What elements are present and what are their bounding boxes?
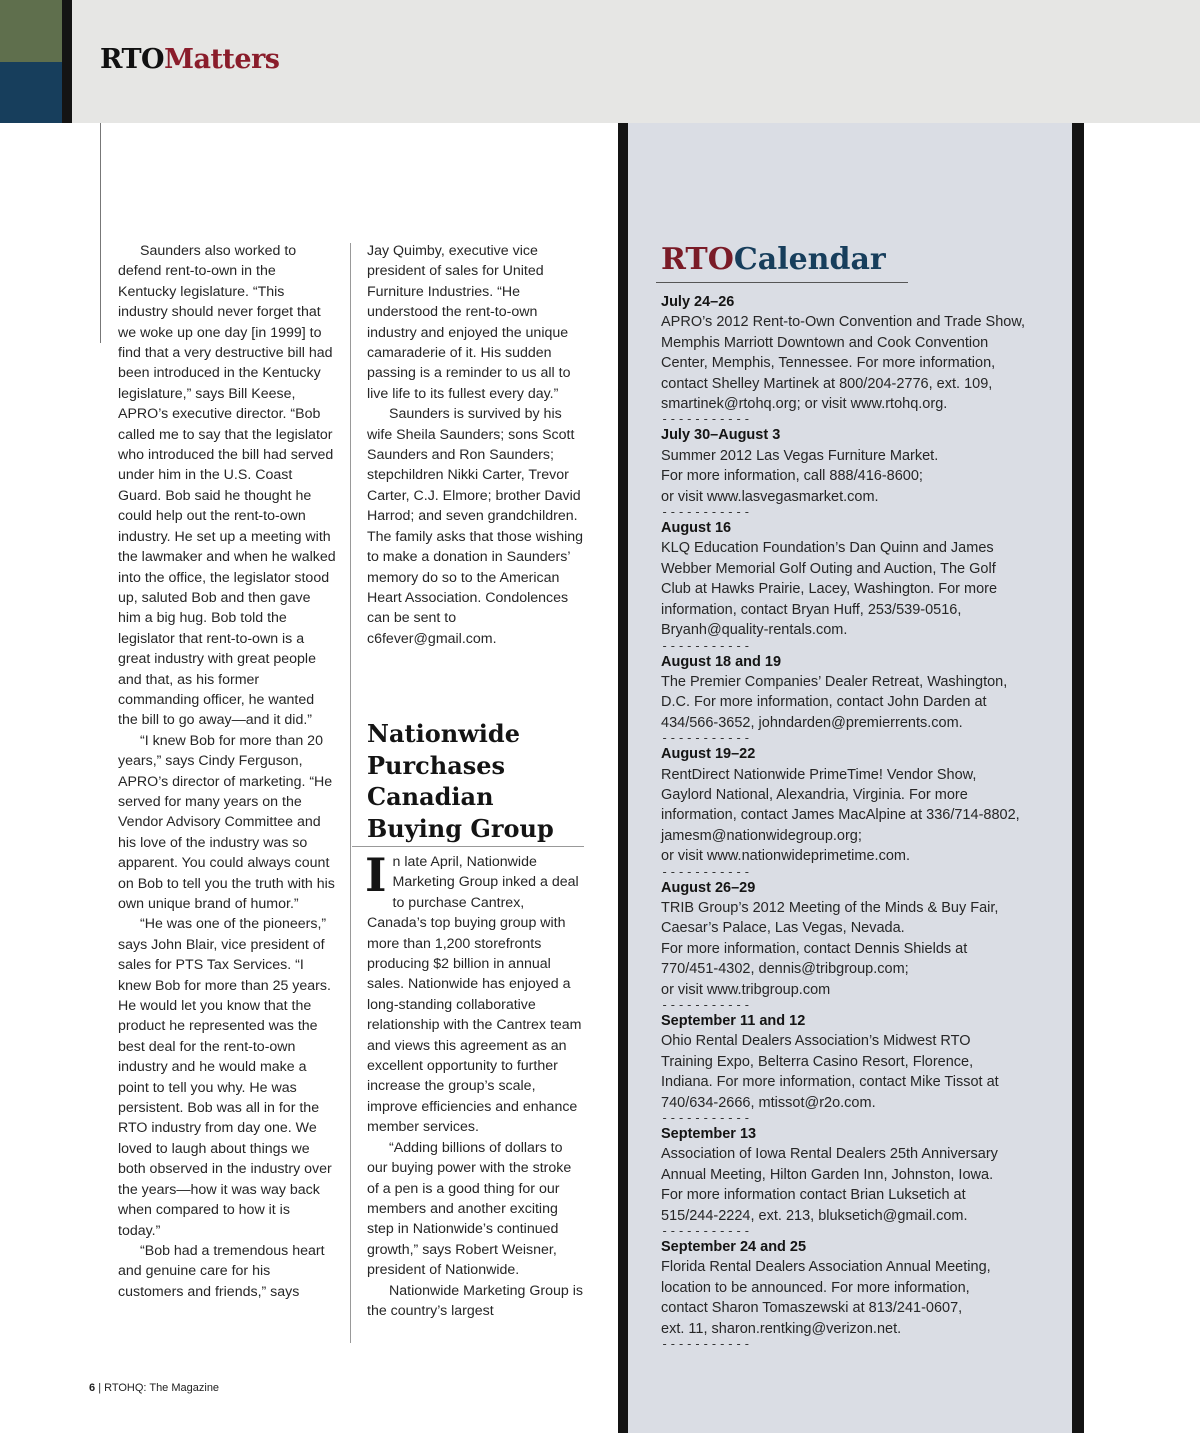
article-paragraph: “Adding billions of dollars to our buying power with the stroke of a pen is a good thing for our members and another exciting step in Nationwide’s continued growth,” says Robert Weisner, president of Nationwide. xyxy=(367,1139,572,1279)
event-date: August 19–22 xyxy=(661,746,756,763)
publication-name: RTOHQ: The Magazine xyxy=(104,1382,220,1394)
article-paragraph: “I knew Bob for more than 20 years,” says Cindy Ferguson, APRO’s director of marketing. “He served for many years on the Vendor Advisory Committee and his love of the industry was so apparent. You could always count on Bob to tell you the truth with his own unique brand of humor.” xyxy=(118,732,335,912)
article-paragraph: Jay Quimby, executive vice president of sales for United Furniture Industries. “He understood the rent-to-own industry and enjoyed the unique camaraderie of it. His sudden passing is a reminder to us all to live life to its fullest every day.” xyxy=(367,243,571,402)
event-text-line: 434/566-3652, johndarden@premierrents.com. xyxy=(661,714,963,731)
event-description xyxy=(661,446,1051,507)
event-text-line: Ohio Rental Dealers Association’s Midwest RTO xyxy=(661,1033,971,1050)
event-text-line: 515/244-2224, ext. 213, bluksetich@gmail.com. xyxy=(661,1207,968,1224)
calendar-events xyxy=(661,292,1051,1350)
event-separator: ----------- xyxy=(661,998,752,1012)
event-text-line: or visit www.tribgroup.com xyxy=(661,981,831,998)
section-title-matters: Matters xyxy=(164,44,280,75)
event-description xyxy=(661,1031,1051,1113)
event-text-line: KLQ Education Foundation’s Dan Quinn and James xyxy=(661,540,994,557)
event-description xyxy=(661,672,1051,733)
event-text-line: contact Sharon Tomaszewski at 813/241-0607, xyxy=(661,1300,963,1317)
page-footer xyxy=(89,1381,219,1395)
event-separator: ----------- xyxy=(661,1224,752,1239)
event-date: September 13 xyxy=(661,1126,757,1143)
event-text-line: Center, Memphis, Tennessee. For more information, xyxy=(661,355,996,372)
event-text-line: contact Shelley Martinek at 800/204-2776, ext. 109, xyxy=(661,375,993,392)
event-text-line: Summer 2012 Las Vegas Furniture Market. xyxy=(661,447,939,464)
event-date: September 11 and 12 xyxy=(661,1013,806,1029)
page-number: 6 xyxy=(89,1382,96,1394)
event-text-line: Club at Hawks Prairie, Lacey, Washington. For more xyxy=(661,581,998,598)
calendar-title-calendar: Calendar xyxy=(733,242,886,277)
event-description xyxy=(661,765,1051,867)
calendar-event xyxy=(661,1124,1051,1237)
event-separator: ----------- xyxy=(661,505,752,520)
event-text-line: Annual Meeting, Hilton Garden Inn, Johnston, Iowa. xyxy=(661,1166,994,1183)
event-text-line: jamesm@nationwidegroup.org; xyxy=(661,827,862,844)
drop-cap: I xyxy=(365,848,387,902)
calendar-right-bar xyxy=(1072,123,1084,1433)
event-text-line: Caesar’s Palace, Las Vegas, Nevada. xyxy=(661,920,905,937)
event-text-line: Association of Iowa Rental Dealers 25th Anniversary xyxy=(661,1146,998,1163)
event-description xyxy=(661,1144,1051,1226)
column-rule-left xyxy=(100,123,101,343)
event-separator: ----------- xyxy=(661,864,752,879)
calendar-event xyxy=(661,425,1051,518)
event-text-line: For more information contact Brian Luksetich at xyxy=(661,1187,966,1204)
calendar-event xyxy=(661,1237,1051,1350)
event-text-line: or visit www.nationwideprimetime.com. xyxy=(661,848,910,865)
article-paragraph: “Bob had a tremendous heart and genuine care for his customers and friends,” says xyxy=(118,1242,325,1300)
article-paragraph: “He was one of the pioneers,” says John Blair, vice president of sales for PTS Tax Services. “I knew Bob for more than 25 years. He would let you know that the product he represented was the best deal for the rent-to-own industry and he would make a point to tell you why. He was persistent. Bob was all in for the RTO industry from day one. We loved to laugh about things we both observed in the industry over the years—how it was way back when compared to how it is today.” xyxy=(118,916,332,1239)
event-text-line: The Premier Companies’ Dealer Retreat, Washington, xyxy=(661,673,1008,690)
calendar-title-rto: RTO xyxy=(661,242,734,277)
event-text-line: Florida Rental Dealers Association Annual Meeting, xyxy=(661,1259,991,1276)
calendar-event xyxy=(661,652,1051,745)
event-text-line: information, contact James MacAlpine at 336/714-8802, xyxy=(661,807,1020,824)
event-text-line: information, contact Bryan Huff, 253/539-0516, xyxy=(661,601,962,618)
event-text-line: 770/451-4302, dennis@tribgroup.com; xyxy=(661,961,909,978)
article-paragraph: Saunders is survived by his wife Sheila Saunders; sons Scott Saunders and Ron Saunders; stepchildren Nikki Carter, Trevor Carter, C.J. Elmore; brother David Harrod; and seven grandchildren. The family asks that those wishing to make a donation in Saunders’ memory do so to the American Heart Association. Condolences can be sent to c6fever@gmail.com. xyxy=(367,406,584,647)
header-color-block-olive xyxy=(0,0,62,62)
section-title xyxy=(100,42,280,78)
calendar-event xyxy=(661,292,1051,425)
event-separator: ----------- xyxy=(661,412,752,427)
event-text-line: TRIB Group’s 2012 Meeting of the Minds & Buy Fair, xyxy=(661,899,999,916)
story-headline: Nationwide Purchases Canadian Buying Group xyxy=(367,719,554,843)
article-paragraph: Nationwide Marketing Group is the country’s largest xyxy=(367,1282,583,1319)
event-date: July 30–August 3 xyxy=(661,427,781,444)
header-black-bar xyxy=(62,0,72,123)
event-text-line: smartinek@rtohq.org; or visit www.rtohq.org. xyxy=(661,396,948,413)
event-separator: ----------- xyxy=(661,1111,752,1126)
event-date: August 26–29 xyxy=(661,879,756,896)
event-date: August 16 xyxy=(661,520,732,537)
event-description xyxy=(661,1257,1051,1339)
article-column-1 xyxy=(118,241,336,1302)
story-first-paragraph xyxy=(365,848,585,1138)
event-text-line: APRO’s 2012 Rent-to-Own Convention and Trade Show, xyxy=(661,314,1026,331)
event-text-line: Webber Memorial Golf Outing and Auction, The Golf xyxy=(661,560,996,577)
nationwide-story xyxy=(365,848,585,1321)
event-text-line: Training Expo, Belterra Casino Resort, Florence, xyxy=(661,1053,974,1070)
event-separator: ----------- xyxy=(661,638,752,653)
article-column-2 xyxy=(367,241,585,649)
calendar-event xyxy=(661,518,1051,651)
calendar-event xyxy=(661,744,1051,877)
event-date: August 18 and 19 xyxy=(661,653,782,670)
calendar-title xyxy=(661,240,886,280)
event-text-line: location to be announced. For more information, xyxy=(661,1279,970,1296)
event-text-line: Bryanh@quality-rentals.com. xyxy=(661,622,848,639)
headline-rule xyxy=(352,846,584,847)
event-text-line: RentDirect Nationwide PrimeTime! Vendor Show, xyxy=(661,766,977,783)
column-rule-middle xyxy=(350,243,351,1343)
section-title-rto: RTO xyxy=(100,44,165,75)
event-text-line: Gaylord National, Alexandria, Virginia. For more xyxy=(661,786,968,803)
event-text-line: Memphis Marriott Downtown and Cook Convention xyxy=(661,334,989,351)
event-date: July 24–26 xyxy=(661,294,735,310)
event-text-line: For more information, call 888/416-8600; xyxy=(661,468,923,485)
event-description xyxy=(661,538,1051,640)
article-paragraph: Saunders also worked to defend rent-to-own in the Kentucky legislature. “This industry should never forget that we woke up one day [in 1999] to find that a very destructive bill had been introduced in the Kentucky legislature,” says Bill Keese, APRO’s executive director. “Bob called me to say that the legislator who introduced the bill had served under him in the U.S. Coast Guard. Bob said he thought he could help out the rent-to-own industry. He set up a meeting with the lawmaker and when he walked into the office, the legislator stood up, saluted Bob and then gave him a big hug. Bob told the legislator that rent-to-own is a great industry with great people and that, as his former commanding officer, he wanted the bill to go away—and it did.” xyxy=(118,243,336,729)
calendar-title-rule xyxy=(656,282,908,283)
footer-divider: | xyxy=(98,1382,102,1394)
event-separator: ----------- xyxy=(661,1337,752,1352)
calendar-left-bar xyxy=(618,123,628,1433)
event-separator: ----------- xyxy=(661,731,752,746)
story-first-text: n late April, Nationwide Marketing Group inked a deal to purchase Cantrex, Canada’s top buying group with more than 1,200 storefronts producing $2 billion in annual sales. Nationwide has enjoyed a long-standing collaborative relationship with the Cantrex team and views this agreement as an excellent opportunity to further increase the group’s scale, improve efficiencies and enhance member services. xyxy=(367,854,582,1136)
event-text-line: For more information, contact Dennis Shields at xyxy=(661,940,968,957)
event-description xyxy=(661,898,1051,1000)
event-text-line: D.C. For more information, contact John Darden at xyxy=(661,694,987,711)
calendar-event xyxy=(661,1011,1051,1124)
event-date: September 24 and 25 xyxy=(661,1239,807,1256)
event-text-line: Indiana. For more information, contact Mike Tissot at xyxy=(661,1074,999,1091)
event-text-line: or visit www.lasvegasmarket.com. xyxy=(661,488,879,505)
event-text-line: 740/634-2666, mtissot@r2o.com. xyxy=(661,1094,876,1111)
event-description xyxy=(661,312,1051,414)
header-color-block-navy xyxy=(0,62,62,123)
event-text-line: ext. 11, sharon.rentking@verizon.net. xyxy=(661,1320,902,1337)
calendar-event xyxy=(661,878,1051,1011)
